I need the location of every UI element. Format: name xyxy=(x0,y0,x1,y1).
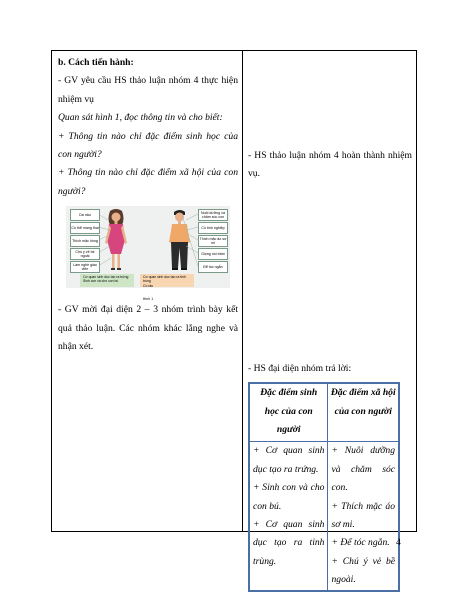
figure-trait-line: Cơ quan sinh dục tạo ra tinh trùng xyxy=(143,275,186,284)
list-item: + Để tóc ngắn. xyxy=(331,537,390,549)
column-divider xyxy=(242,51,243,531)
list-item: + Cơ quan sinh dục tạo ra trứng. xyxy=(253,445,325,475)
figure-label-box: Giọng nói trầm xyxy=(198,248,228,260)
student-task: - HS thảo luận nhóm 4 hoàn thành nhiệm vụ. xyxy=(248,150,412,180)
figure-male-traits xyxy=(140,274,194,287)
list-item: + Sinh con và cho con bú. xyxy=(253,482,325,512)
figure-label-box: Thích mặc áo sơ mi xyxy=(199,236,227,246)
figure-label-box: Chú ý vẻ bề ngoài xyxy=(70,248,100,260)
observe-prompt: Quan sát hình 1, đọc thông tin và cho biết: xyxy=(58,112,223,124)
figure-trait-line: Cơ quan sinh dục tạo ra trứng xyxy=(83,275,129,280)
figure-trait-line: Có râu xyxy=(143,283,154,288)
social-traits-cell xyxy=(328,442,399,591)
header-biological: Đặc điểm sinh học của con người xyxy=(249,383,328,442)
answer-table-header-row xyxy=(249,383,399,442)
section-heading: b. Cách tiến hành: xyxy=(58,57,134,68)
biological-traits-cell xyxy=(249,442,328,591)
figure-1 xyxy=(58,206,238,302)
man-figure xyxy=(169,210,190,270)
figure-trait-line: Sinh con và cho con bú xyxy=(83,279,119,284)
answer-table xyxy=(248,382,400,591)
question-biological: + Thông tin nào chỉ đặc điểm sinh học của con người? xyxy=(58,130,238,161)
teacher-instruction: - GV yêu cầu HS thảo luận nhóm 4 thực hiện nhiệm vụ xyxy=(58,75,238,105)
list-item: + Chú ý vẻ bề ngoài. xyxy=(331,555,395,586)
list-item: + Nuôi dưỡng và chăm sóc con. xyxy=(331,445,395,494)
question-social: + Thông tin nào chỉ đặc điểm xã hội của con người? xyxy=(58,167,238,197)
list-item: + Cơ quan sinh dục tạo ra tinh trùng. xyxy=(253,519,325,567)
figure-label-box: Có thể mang thai xyxy=(70,222,100,234)
figure-caption: Hình 1 xyxy=(142,297,154,302)
answer-table-row xyxy=(249,442,399,591)
teacher-invite-groups: - GV mời đại diện 2 – 3 nhóm trình bày kết quả thảo luận. Các nhóm khác lắng nghe và nhận xét. xyxy=(58,304,238,353)
woman-figure xyxy=(105,209,127,270)
figure-label-box: Để tóc ngắn xyxy=(198,261,228,273)
figure-label-box: Có tính nghiệp xyxy=(198,222,228,234)
student-column xyxy=(248,51,412,592)
header-social: Đặc điểm xã hội của con người xyxy=(328,383,399,442)
lesson-table xyxy=(51,50,417,586)
student-answer-intro: - HS đại diện nhóm trả lời: xyxy=(248,362,352,374)
figure-label-box: Da nâu xyxy=(70,209,100,221)
figure-label-box: Thích mặc hồng xyxy=(70,235,100,247)
figure-female-traits xyxy=(80,274,134,287)
teacher-column xyxy=(58,54,238,356)
figure-label-box: Nuôi dưỡng và chăm sóc con xyxy=(198,209,228,221)
page-number: 4 xyxy=(396,537,401,548)
list-item: + Thích mặc áo sơ mi. xyxy=(331,500,395,531)
figure-label-box: Làm nghề giáo viên xyxy=(70,261,100,273)
